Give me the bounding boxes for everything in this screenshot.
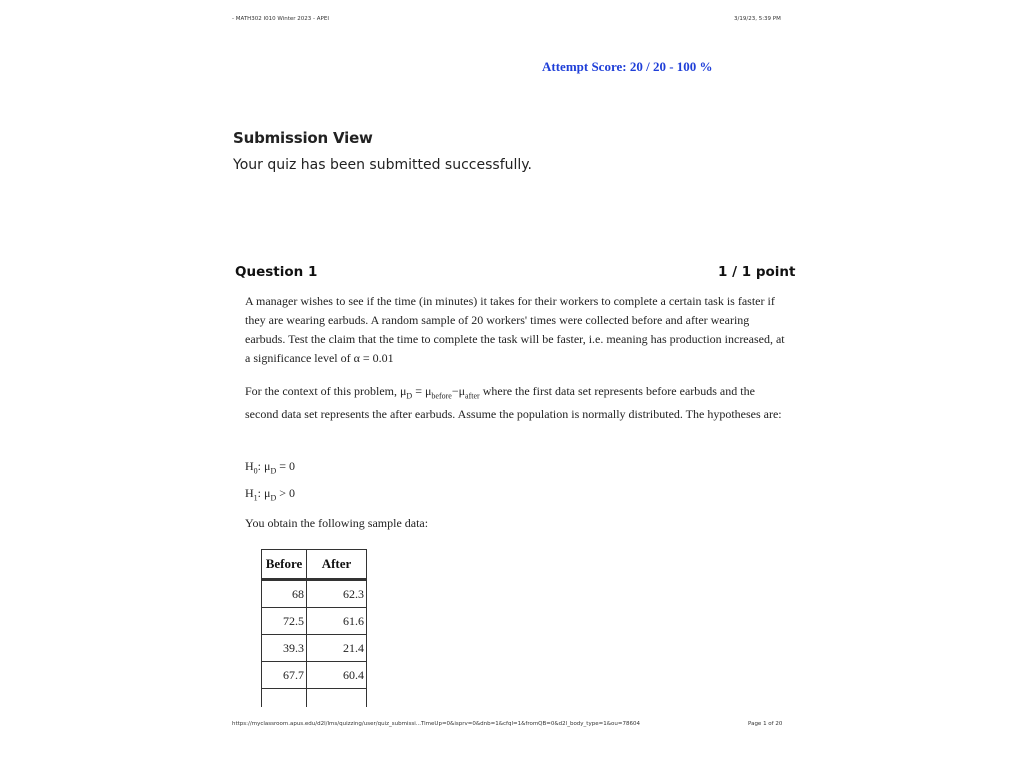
table-cell: 21.4 (307, 635, 367, 662)
alternative-hypothesis: $H_1$: $\mu_D > 0$ (245, 486, 296, 503)
table-row-cut-off (262, 689, 367, 708)
table-cell: 72.5 (262, 608, 307, 635)
table-header-row (262, 550, 367, 580)
table-row (262, 635, 367, 662)
null-hypothesis: $H_0$: $\mu_D = 0$ (245, 459, 296, 476)
table-row (262, 608, 367, 635)
sample-data-table (261, 549, 367, 707)
table-cell: 67.7 (262, 662, 307, 689)
table-row (262, 580, 367, 608)
table-cell: 68 (262, 580, 307, 608)
submission-message: Your quiz has been submitted successfully. (233, 157, 533, 173)
submission-view-title: Submission View (233, 129, 373, 147)
attempt-score: Attempt Score: 20 / 20 - 100 % (542, 59, 713, 74)
question-paragraph-3: You obtain the following sample data: (245, 516, 429, 530)
question-title: Question 1 (235, 264, 318, 280)
table-cell (307, 689, 367, 708)
question-paragraph-2: For the context of this problem, $\mu_D = \mu_{before}-\mu_{after}$ where the first data set represents before earbuds and the second data set represents the after earbuds. Assume the population is normally distributed. The hypotheses are: (245, 384, 782, 422)
column-header-after: After (307, 550, 367, 580)
table-cell: 60.4 (307, 662, 367, 689)
print-footer-url: https://myclassroom.apus.edu/d2l/lms/quizzing/user/quiz_submissi...TimeUp=0&isprv=0&dnb=1&cfql=1&fromQB=0&d2l_body_type=1&ou=78604 (232, 721, 640, 727)
print-header-datetime: 3/19/23, 5:39 PM (734, 16, 781, 22)
print-header-course: - MATH302 I010 Winter 2023 - APEI (232, 16, 329, 22)
column-header-before: Before (262, 550, 307, 580)
table-cell: 62.3 (307, 580, 367, 608)
table-cell (262, 689, 307, 708)
table-cell: 61.6 (307, 608, 367, 635)
hypotheses (245, 455, 295, 510)
table-cell: 39.3 (262, 635, 307, 662)
question-paragraph-1: A manager wishes to see if the time (in minutes) it takes for their workers to complete a certain task is faster if they are wearing earbuds. A random sample of 20 workers' times were collected before and after wearing earbuds. Test the claim that the time to complete the task will be faster, i.e. meaning has production increased, at a significance level of α = 0.01 (245, 294, 785, 365)
table-row (262, 662, 367, 689)
print-footer-page-number: Page 1 of 20 (748, 721, 783, 727)
question-points: 1 / 1 point (718, 264, 796, 280)
